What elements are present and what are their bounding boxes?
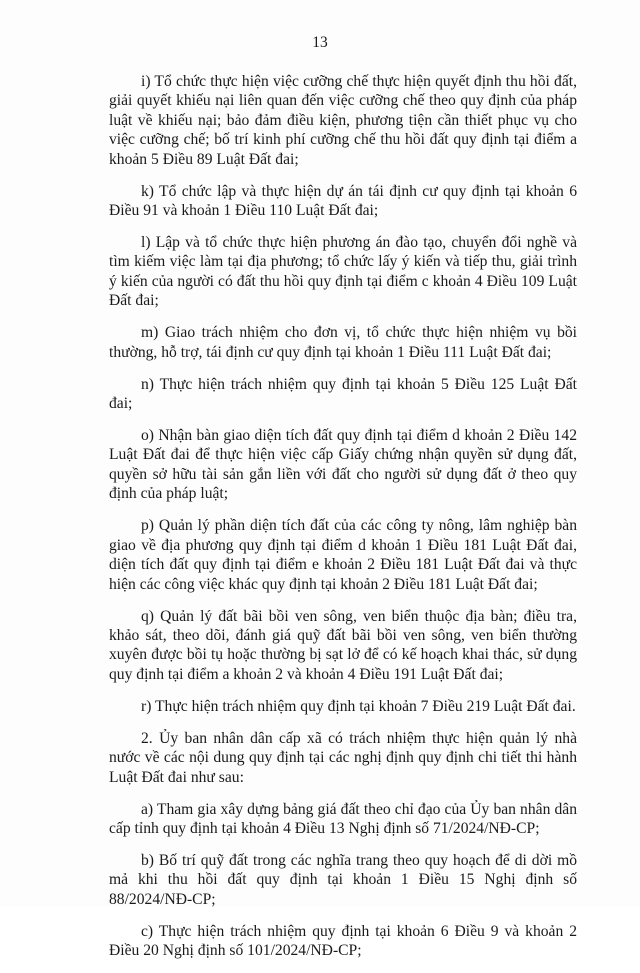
paragraph-n: n) Thực hiện trách nhiệm quy định tại khoản 5 Điều 125 Luật Đất đai; (109, 375, 577, 413)
paragraph-q: q) Quản lý đất bãi bồi ven sông, ven biển thuộc địa bàn; điều tra, khảo sát, theo dõi, đánh giá quỹ đất bãi bồi ven sông, ven biển thường xuyên được bồi tụ hoặc thường bị sạt lở để có kế hoạch khai thác, sử dụng quy định tại điểm a khoản 2 và khoản 4 Điều 191 Luật Đất đai; (109, 607, 577, 683)
paragraph-o: o) Nhận bàn giao diện tích đất quy định tại điểm d khoản 2 Điều 142 Luật Đất đai để thực hiện việc cấp Giấy chứng nhận quyền sử dụng đất, quyền sở hữu tài sản gắn liền với đất cho người sử dụng đất ở theo quy định của pháp luật; (109, 427, 577, 503)
paragraph-section-2: 2. Ủy ban nhân dân cấp xã có trách nhiệm thực hiện quản lý nhà nước về các nội dung quy định tại các nghị định quy định chi tiết thi hành Luật Đất đai như sau: (109, 729, 577, 786)
paragraph-i: i) Tổ chức thực hiện việc cưỡng chế thực hiện quyết định thu hồi đất, giải quyết khiếu nại liên quan đến việc cưỡng chế theo quy định của pháp luật về khiếu nại; bảo đảm điều kiện, phương tiện cần thiết phục vụ cho việc cưỡng chế; bố trí kinh phí cưỡng chế thu hồi đất quy định tại điểm a khoản 5 Điều 89 Luật Đất đai; (109, 73, 577, 168)
page-number: 13 (312, 34, 328, 51)
paragraph-l: l) Lập và tổ chức thực hiện phương án đào tạo, chuyển đổi nghề và tìm kiếm việc làm tại địa phương; tổ chức lấy ý kiến và tiếp thu, giải trình ý kiến của người có đất thu hồi quy định tại điểm c khoản 4 Điều 109 Luật Đất đai; (109, 234, 577, 310)
document-body (109, 72, 577, 973)
paragraph-b: b) Bố trí quỹ đất trong các nghĩa trang theo quy hoạch để di dời mồ mả khi thu hồi đất quy định tại khoản 1 Điều 15 Nghị định số 88/2024/NĐ-CP; (109, 851, 577, 908)
paragraph-c: c) Thực hiện trách nhiệm quy định tại khoản 6 Điều 9 và khoản 2 Điều 20 Nghị định số 101/2024/NĐ-CP; (109, 922, 577, 960)
paragraph-a: a) Tham gia xây dựng bảng giá đất theo chỉ đạo của Ủy ban nhân dân cấp tỉnh quy định tại khoản 4 Điều 13 Nghị định số 71/2024/NĐ-CP; (109, 800, 577, 837)
paragraph-p: p) Quản lý phần diện tích đất của các công ty nông, lâm nghiệp bàn giao về địa phương quy định tại điểm d khoản 1 Điều 181 Luật Đất đai, diện tích đất quy định tại điểm e khoản 2 Điều 181 Luật Đất đai và thực hiện các công việc khác quy định tại khoản 2 Điều 181 Luật Đất đai; (109, 517, 577, 593)
paragraph-m: m) Giao trách nhiệm cho đơn vị, tổ chức thực hiện nhiệm vụ bồi thường, hỗ trợ, tái định cư quy định tại khoản 1 Điều 111 Luật Đất đai; (109, 324, 577, 361)
paragraph-r: r) Thực hiện trách nhiệm quy định tại khoản 7 Điều 219 Luật Đất đai. (141, 697, 576, 715)
paragraph-k: k) Tổ chức lập và thực hiện dự án tái định cư quy định tại khoản 6 Điều 91 và khoản 1 Điều 110 Luật Đất đai; (109, 182, 577, 220)
